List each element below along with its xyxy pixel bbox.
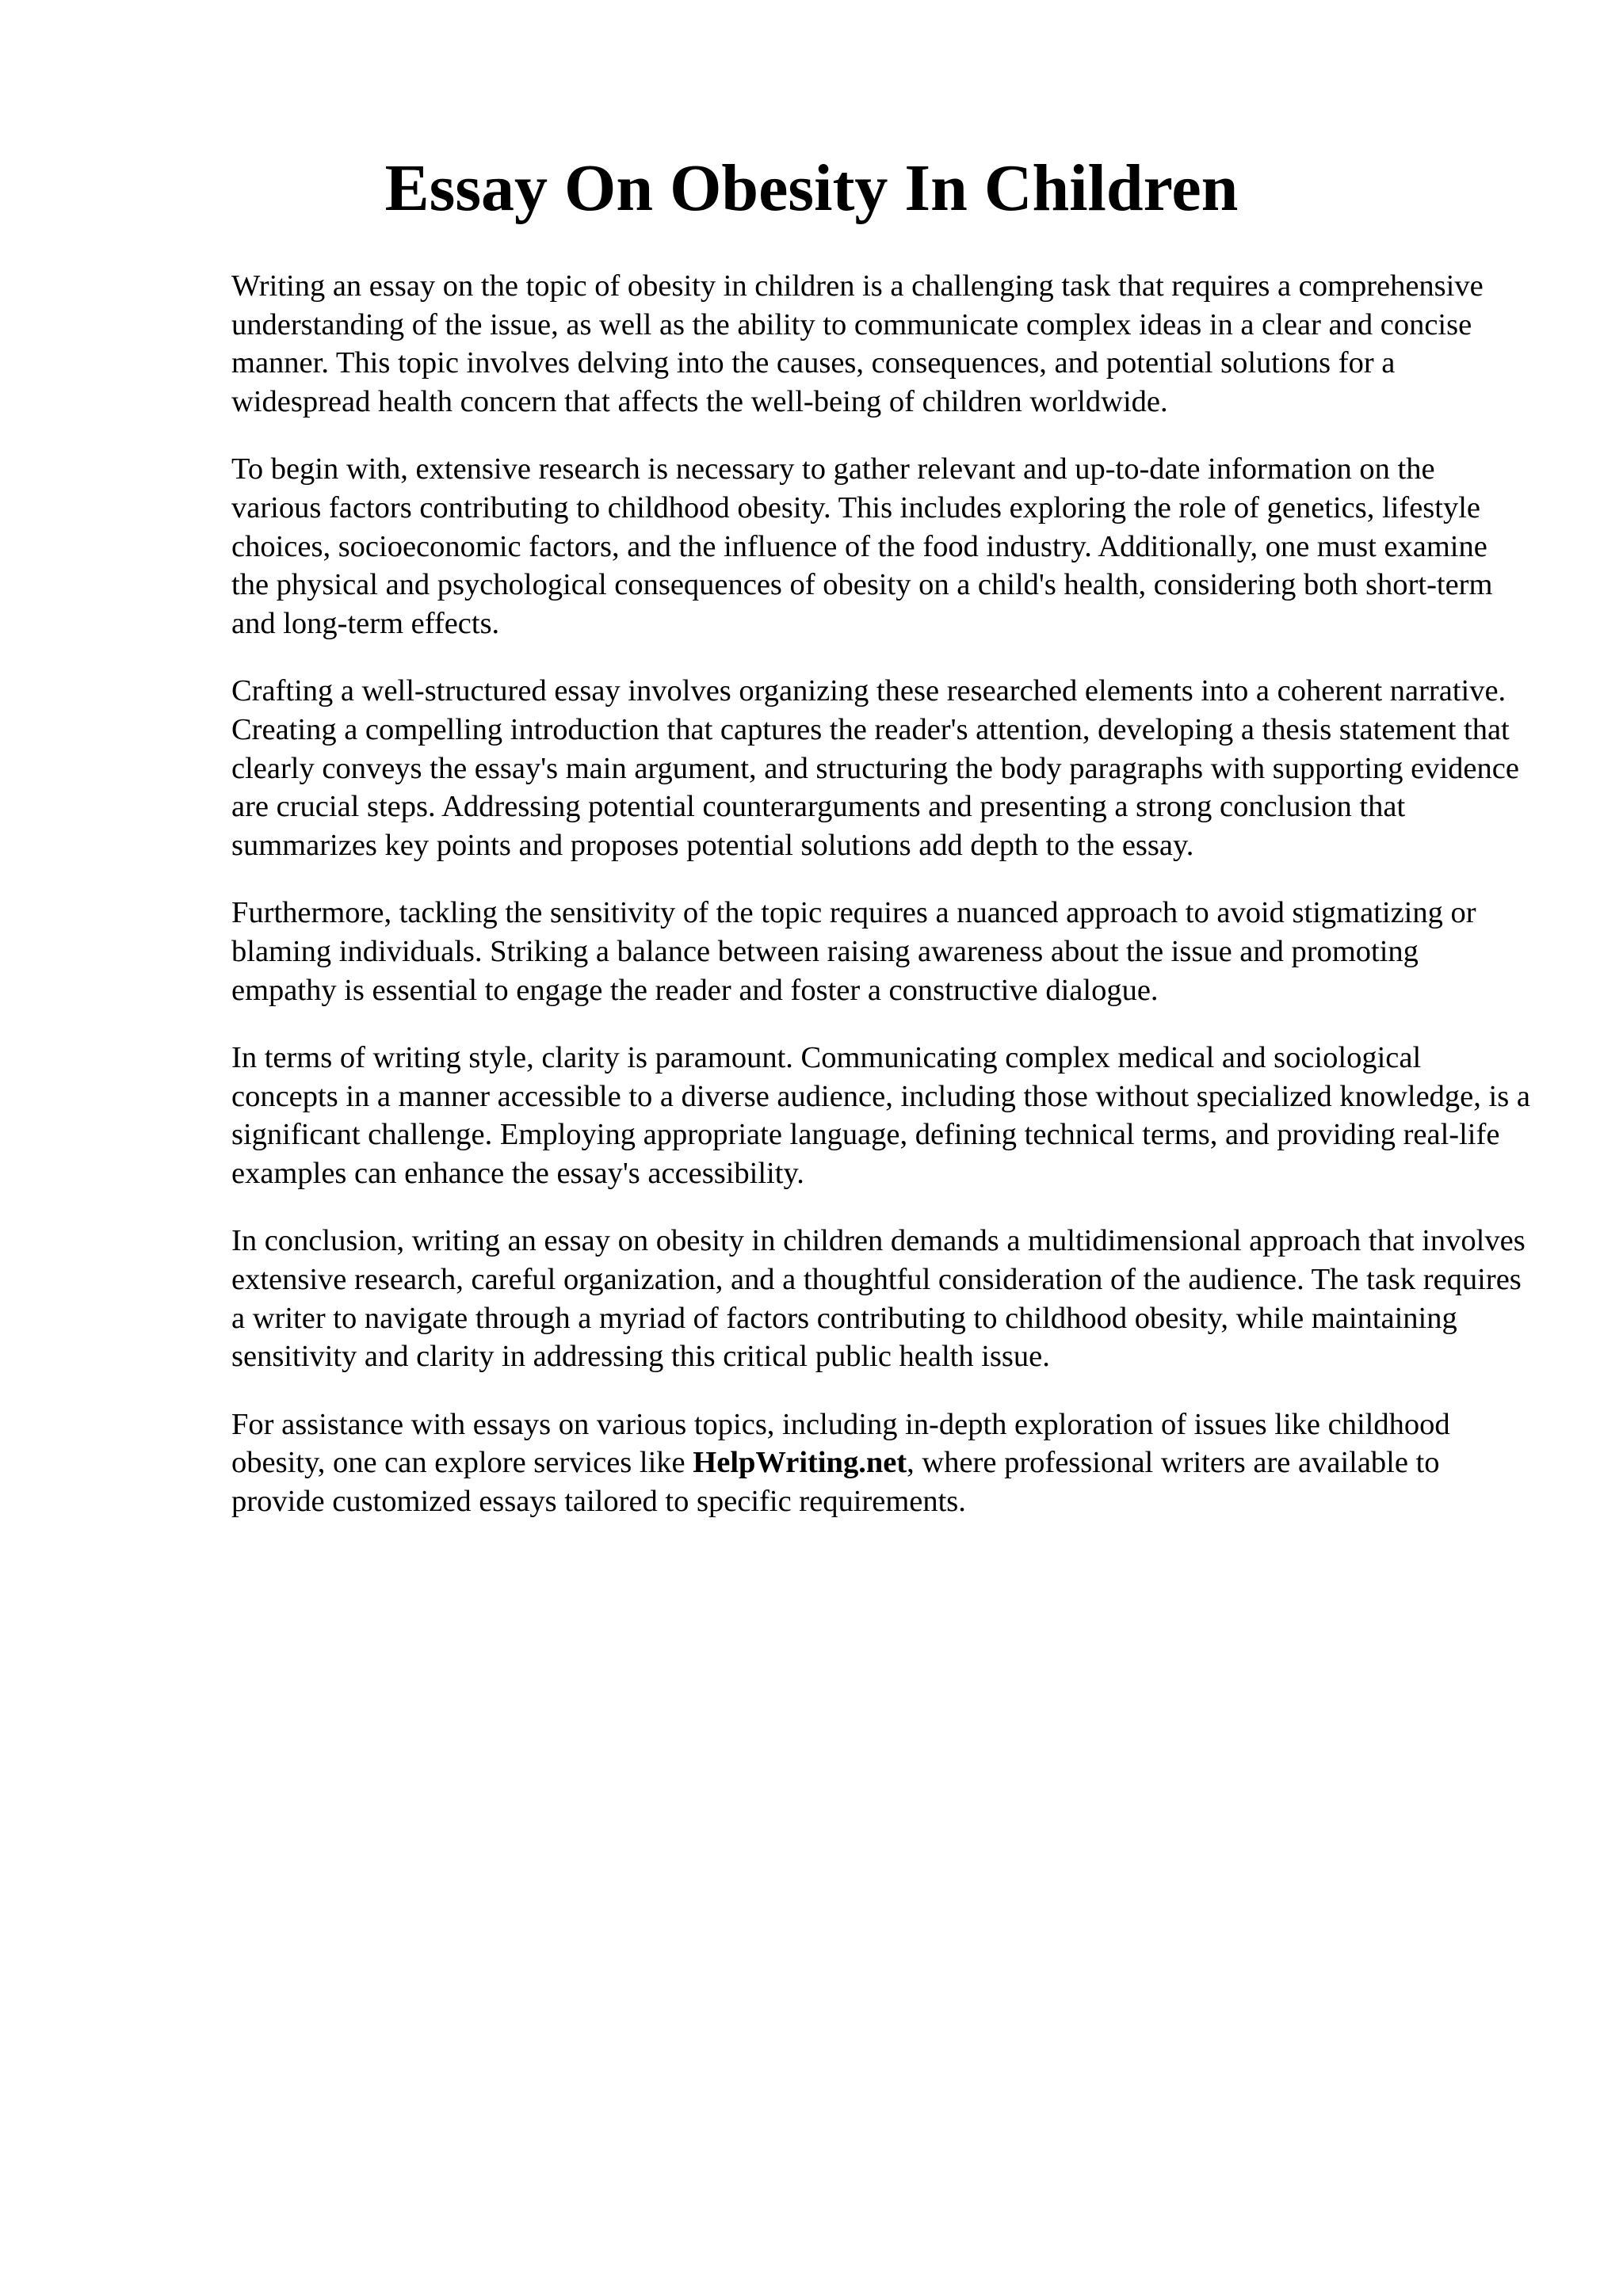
paragraph-intro: Writing an essay on the topic of obesity in children is a challenging task that requires a comprehensive understanding of the issue, as well as the ability to communicate complex ideas in a clear and concise manner. This topic involves delving into the causes, consequences, and potential solutions for a widespread health concern that affects the well-being of children worldwide. — [231, 269, 1484, 418]
document-title: Essay On Obesity In Children — [384, 151, 1239, 225]
helpwriting-link: HelpWriting.net — [693, 1446, 907, 1480]
paragraph-style: In terms of writing style, clarity is paramount. Communicating complex medical and sociological concepts in a manner accessible to a diverse audience, including those without specialized knowledge, is a significant challenge. Employing appropriate language, defining technical terms, and providing real-life examples can enhance the essay's accessibility. — [231, 1041, 1530, 1190]
paragraph-closing — [231, 1405, 1531, 1521]
paragraph-structure: Crafting a well-structured essay involves organizing these researched elements into a coherent narrative. Creating a compelling introduction that captures the reader's attention, developing a thesis statement that clearly conveys the essay's main argument, and structuring the body paragraphs with supporting evidence are crucial steps. Addressing potential counterarguments and presenting a strong conclusion that summarizes key points and proposes potential solutions add depth to the essay. — [231, 674, 1519, 862]
closing-text-after: , where professional writers are available to provide customized essays tailored to specific requirements. — [231, 1446, 1440, 1519]
closing-text-before: For assistance with essays on various topics, including in-depth exploration of issues like childhood obesity, one can explore services like — [231, 1407, 1450, 1480]
document-body — [231, 267, 1531, 1550]
paragraph-research: To begin with, extensive research is necessary to gather relevant and up-to-date information on the various factors contributing to childhood obesity. This includes exploring the role of genetics, lifestyle choices, socioeconomic factors, and the influence of the food industry. Additionally, one must examine the physical and psychological consequences of obesity on a child's health, considering both short-term and long-term effects. — [231, 452, 1493, 640]
paragraph-sensitivity: Furthermore, tackling the sensitivity of the topic requires a nuanced approach to avoid stigmatizing or blaming individuals. Striking a balance between raising awareness about the issue and promoting empathy is essential to engage the reader and foster a constructive dialogue. — [231, 896, 1476, 1007]
paragraph-conclusion: In conclusion, writing an essay on obesity in children demands a multidimensional approach that involves extensive research, careful organization, and a thoughtful consideration of the audience. The task requires a writer to navigate through a myriad of factors contributing to childhood obesity, while maintaining sensitivity and clarity in addressing this critical public health issue. — [231, 1224, 1526, 1374]
